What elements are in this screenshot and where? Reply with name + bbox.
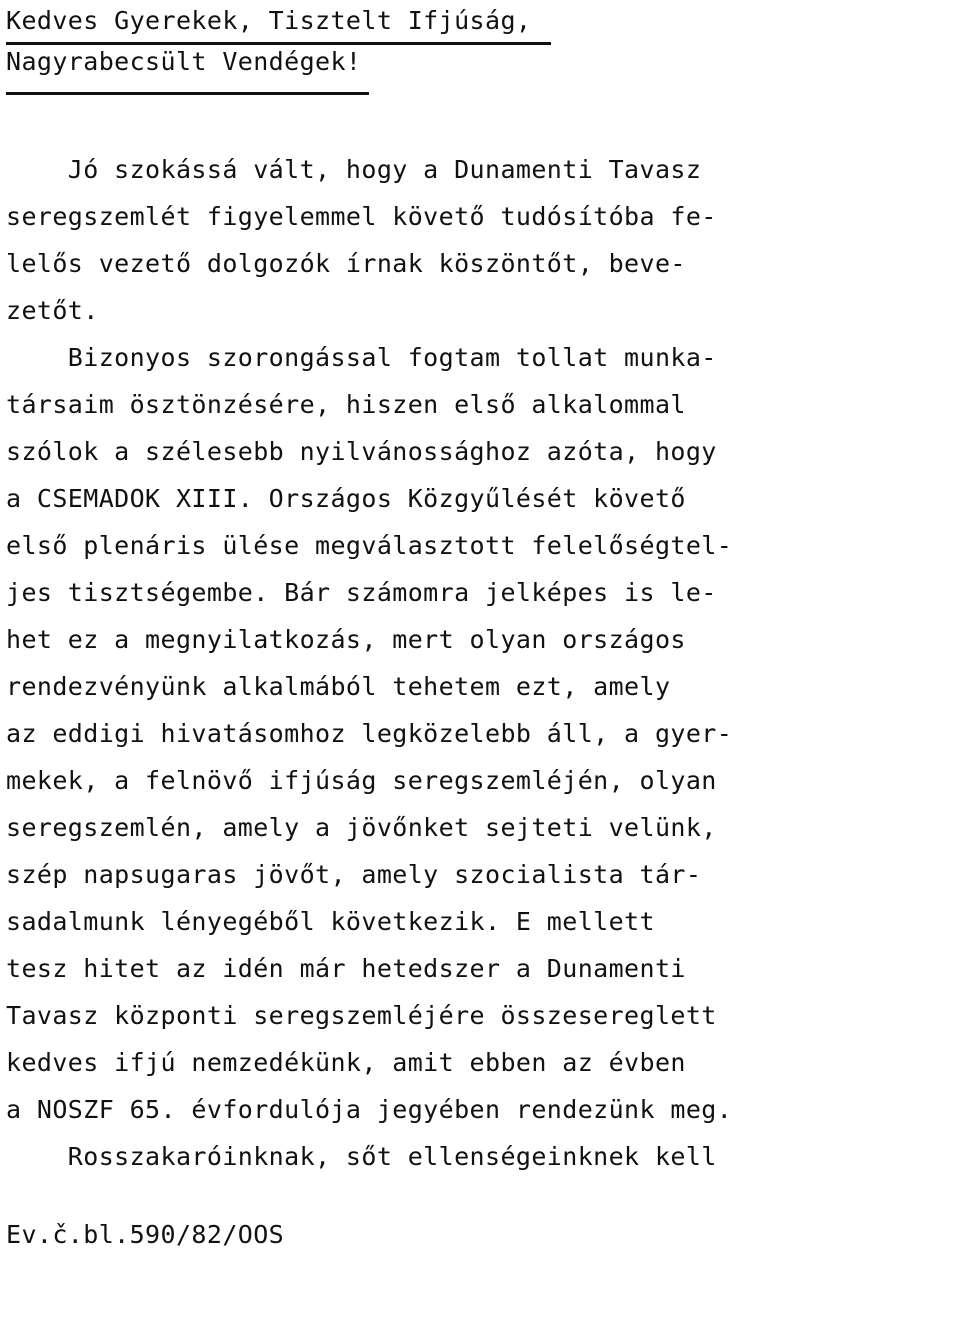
body-line: mekek, a felnövő ifjúság seregszemléjén, olyan — [6, 766, 717, 795]
body-line: Tavasz központi seregszemléjére összesereglett — [6, 1001, 717, 1030]
body-line: első plenáris ülése megválasztott felelőségtel- — [6, 531, 733, 560]
body-line: társaim ösztönzésére, hiszen első alkalommal — [6, 390, 686, 419]
body-line: lelős vezető dolgozók írnak köszöntőt, beve- — [6, 249, 686, 278]
body-line: seregszemlén, amely a jövőnket sejteti velünk, — [6, 813, 717, 842]
body-line: a CSEMADOK XIII. Országos Közgyűlését követő — [6, 484, 686, 513]
body-line: het ez a megnyilatkozás, mert olyan országos — [6, 625, 686, 654]
salutation-underline-2 — [6, 92, 369, 95]
body-line: zetőt. — [6, 296, 99, 325]
body-line: jes tisztségembe. Bár számomra jelképes is le- — [6, 578, 717, 607]
body-line: tesz hitet az idén már hetedszer a Dunamenti — [6, 954, 686, 983]
body-line: seregszemlét figyelemmel követő tudósítóba fe- — [6, 202, 717, 231]
body-line: rendezvényünk alkalmából tehetem ezt, amely — [6, 672, 671, 701]
document-reference-number: Ev.č.bl.590/82/OOS — [6, 1220, 285, 1249]
body-line: a NOSZF 65. évfordulója jegyében rendezünk meg. — [6, 1095, 733, 1124]
body-line: Jó szokássá vált, hogy a Dunamenti Tavasz — [6, 155, 702, 184]
body-line: szólok a szélesebb nyilvánossághoz azóta, hogy — [6, 437, 717, 466]
body-line: Bizonyos szorongással fogtam tollat munka- — [6, 343, 717, 372]
salutation-underline-1 — [6, 42, 551, 45]
body-line: az eddigi hivatásomhoz legközelebb áll, a gyer- — [6, 719, 733, 748]
salutation-line-1: Kedves Gyerekek, Tisztelt Ifjúság, — [6, 6, 532, 35]
body-line: sadalmunk lényegéből következik. E mellett — [6, 907, 655, 936]
salutation-line-2: Nagyrabecsült Vendégek! — [6, 47, 362, 76]
body-line: Rosszakaróinknak, sőt ellenségeinknek kell — [6, 1142, 717, 1171]
body-line: szép napsugaras jövőt, amely szocialista tár- — [6, 860, 702, 889]
body-line: kedves ifjú nemzedékünk, amit ebben az évben — [6, 1048, 686, 1077]
